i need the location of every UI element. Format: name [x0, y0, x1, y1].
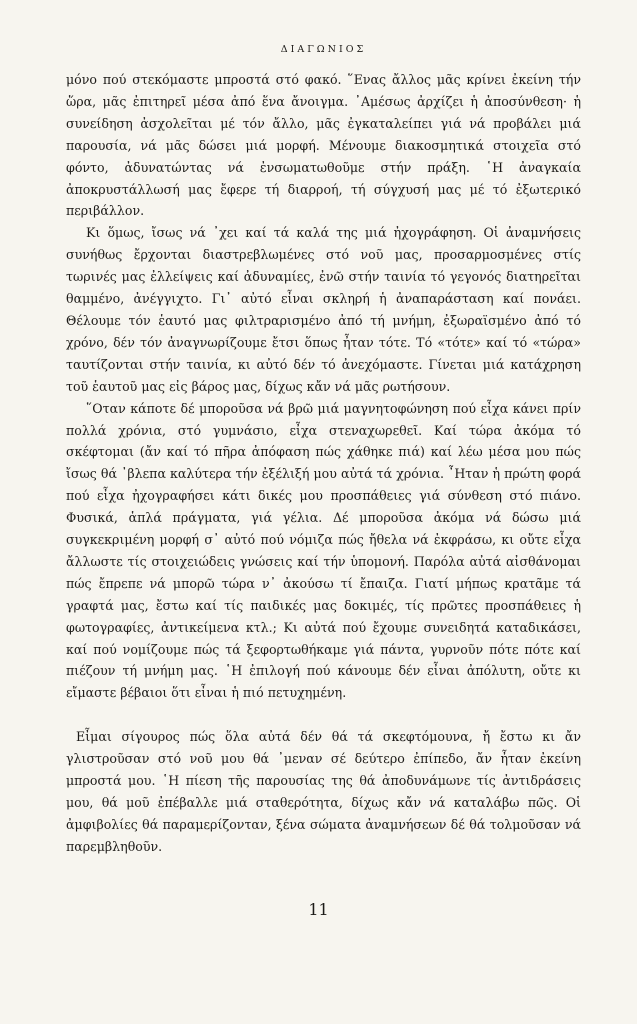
paragraph: Κι ὅμως, ἴσως νά ᾿χει καί τά καλά της μιά ἠχογράφηση. Οἱ ἀναμνήσεις συνήθως ἔρχονται διαστρεβλωμένες στό νοῦ μας, προσαρμοσμένες στίς τωρινές μας ἐλλείψεις καί ἀδυναμίες, ἐνῶ στήν ταινία τό γεγονός διατηρεῖται θαμμένο, ἀνέγγιχτο. Γι᾿ αὐτό εἶναι σκληρή ἡ ἀναπαράσταση καί πονάει. Θέλουμε τόν ἑαυτό μας φιλτραρισμένο ἀπό τή μνήμη, ἐξωραϊσμένο ἀπό τό χρόνο, δέν τόν ἀναγνωρίζουμε ἔτσι ὅπως ἦταν τότε. Τό «τότε» καί τό «τώρα» ταυτίζονται στήν ταινία, κι αὐτό δέν τό ἀνεχόμαστε. Γίνεται μιά κατάχρηση τοῦ ἑαυτοῦ μας εἰς βάρος μας, δίχως κἄν νά μᾶς ρωτήσουν. [66, 225, 581, 394]
paragraph-continuation: μόνο πού στεκόμαστε μπροστά στό φακό. ῞Ενας ἄλλος μᾶς κρίνει ἐκείνη τήν ὥρα, μᾶς ἐπιτηρεῖ μέσα ἀπό ἕνα ἄνοιγμα. ᾿Αμέσως ἀρχίζει ἡ ἀποσύνθεση· ἡ συνείδηση ἀσχολεῖται μέ τόν ἄλλο, μᾶς ἐγκαταλείπει γιά νά προβάλει μιά παρουσία, νά μᾶς δώσει μιά μορφή. Μένουμε διακοσμητικά στοιχεῖα στό φόντο, ἀδυνατώντας νά ἐνσωματωθοῦμε στήν πράξη. ῾Η ἀναγκαία ἀποκρυστάλλωσή μας ἔφερε τή διαρροή, τή σύγχυσή μας μέ τό ἐξωτερικό περιβάλλον. [66, 72, 581, 219]
paragraph: ῞Οταν κάποτε δέ μποροῦσα νά βρῶ μιά μαγνητοφώνηση πού εἶχα κάνει πρίν πολλά χρόνια, στό γυμνάσιο, εἶχα στεναχωρεθεῖ. Καί τώρα ἀκόμα τό σκέφτομαι (ἄν καί τό πῆρα ἀπόφαση πώς χάθηκε πιά) καί λέω μέσα μου πώς ἴσως θά ᾿βλεπα καλύτερα τήν ἐξέλιξή μου αὐτά τά χρόνια. ῏Ηταν ἡ πρώτη φορά πού εἶχα ἠχογραφήσει κάτι δικές μου προσπάθειες γιά σύνθεση στό πιάνο. Φυσικά, ἁπλά πράγματα, γιά γέλια. Δέ μποροῦσα ἀκόμα νά δώσω μιά συγκεκριμένη μορφή σ᾿ αὐτό πού νόμιζα πώς ἤθελα νά ἐκφράσω, κι οὔτε εἶχα ἄλλωστε τίς στοιχειώδεις γνώσεις καί τήν ὑπομονή. Παρόλα αὐτά αἰσθάνομαι πώς ἔπρεπε νά μπορῶ τώρα ν᾿ ἀκούσω τί ἔπαιζα. Γιατί μήπως κρατᾶμε τά γραφτά μας, ἔστω καί τίς παιδικές μας δοκιμές, τίς πρῶτες προσπάθειες ἡ φωτογραφίες, ἀντικείμενα κτλ.; Κι αὐτά πού ἔχουμε συνειδητά καταδικάσει, καί πού νομίζουμε πώς τά ξεφορτωθήκαμε γιά πάντα, γυρνοῦν πότε πότε καί πιέζουν τή μνήμη μας. ῾Η ἐπιλογή πού κάνουμε δέν εἶναι ἀπόλυτη, οὔτε κι εἴμαστε βέβαιοι ὅτι εἶναι ἡ πιό πετυχημένη. [66, 400, 581, 701]
body-text [66, 69, 581, 858]
page-number: 11 [308, 900, 329, 919]
paragraph-section-start: Εἶμαι σίγουρος πώς ὅλα αὐτά δέν θά τά σκεφτόμουνα, ἤ ἔστω κι ἄν γλιστροῦσαν στό νοῦ μου θά ᾿μεναν σέ δεύτερο ἐπίπεδο, ἄν ἦταν ἐκείνη μπροστά μου. ῾Η πίεση τῆς παρουσίας της θά ἀποδυνάμωνε τίς ἀντιδράσεις μου, θά μοῦ ἐπέβαλλε μιά σταθερότητα, δίχως κἄν νά καταλάβω πῶς. Οἱ ἀμφιβολίες θά παραμερίζονταν, ξένα σώματα ἀναμνήσεων δέ θά τολμοῦσαν νά παρεμβληθοῦν. [66, 729, 581, 854]
running-head: ΔΙΑΓΩΝΙΟΣ [280, 44, 367, 55]
